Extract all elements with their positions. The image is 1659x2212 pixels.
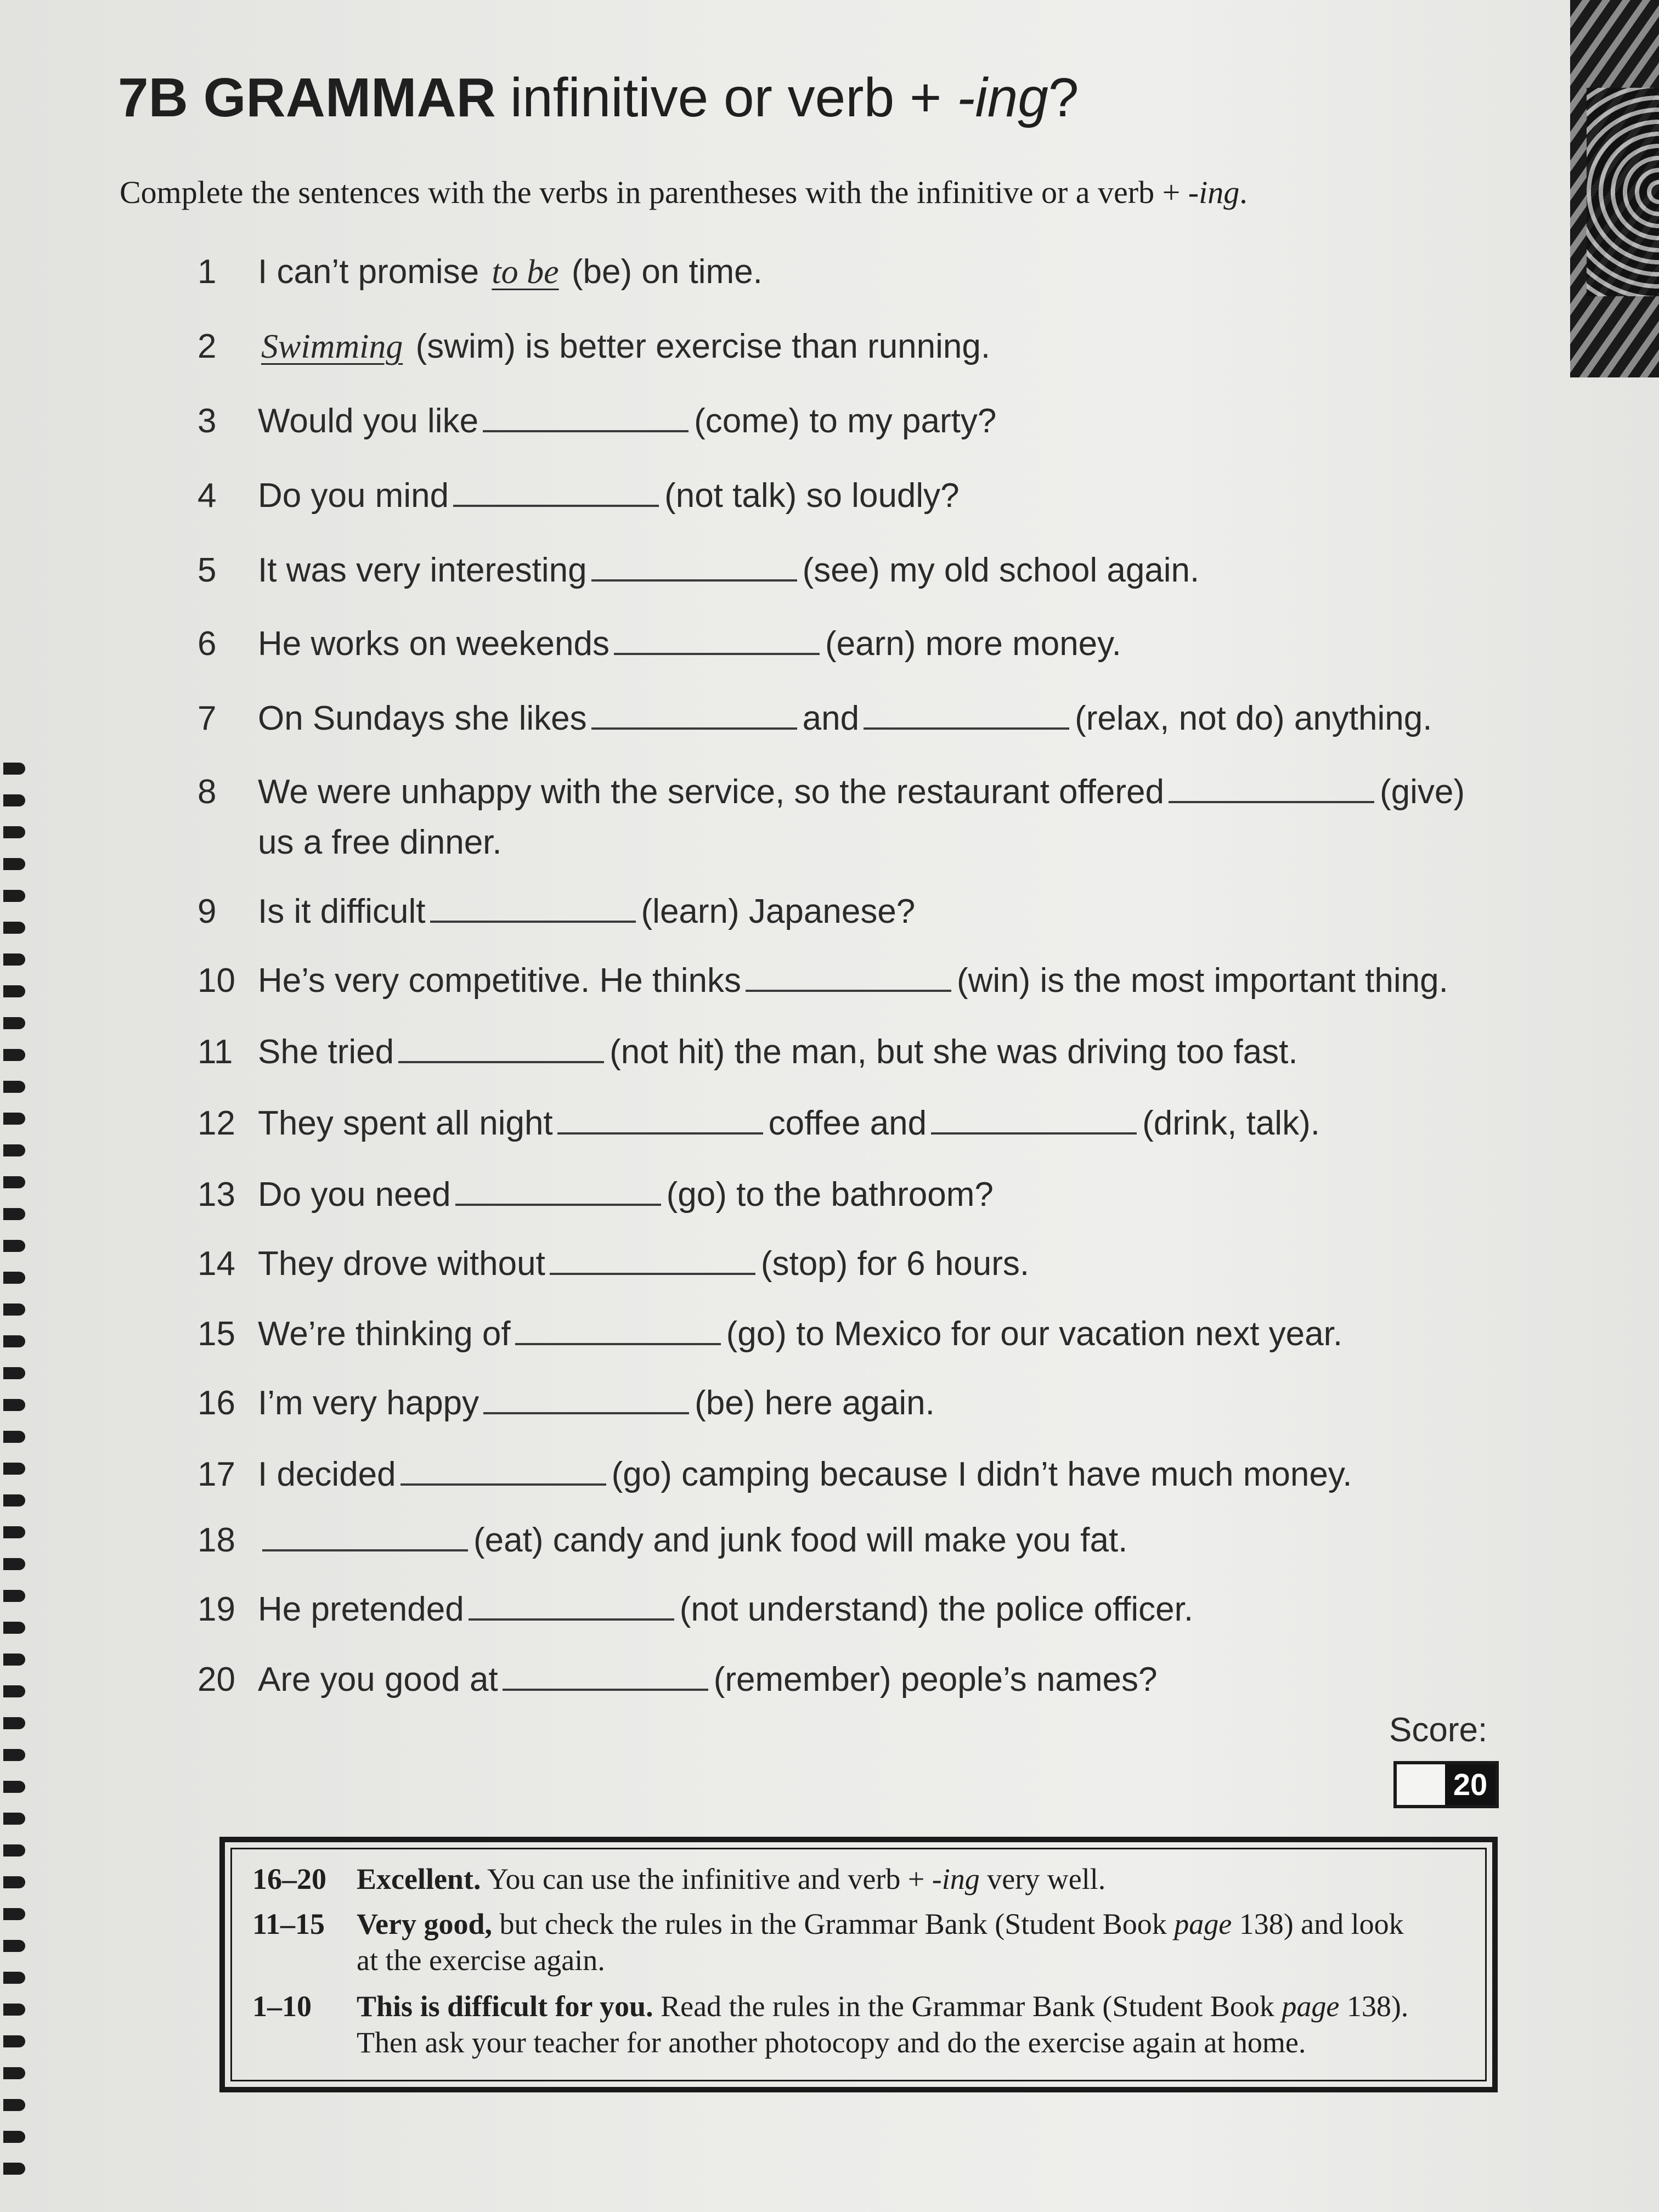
- score-box[interactable]: [1393, 1761, 1499, 1808]
- item-number: 16: [198, 1384, 235, 1422]
- item-text-middle: and: [802, 699, 860, 737]
- item-number: 20: [198, 1661, 235, 1699]
- exercise-item: [198, 320, 1459, 373]
- feedback-text-end: very well.: [979, 1863, 1106, 1895]
- item-text-before: On Sundays she likes: [258, 699, 587, 737]
- answer-blank[interactable]: [550, 1244, 755, 1275]
- exercise-item: [198, 1654, 1459, 1706]
- exercise-item: [198, 1583, 1459, 1636]
- item-text-after: (be) here again.: [695, 1384, 935, 1422]
- answer-blank[interactable]: [931, 1104, 1137, 1135]
- feedback-italic: page: [1282, 1990, 1340, 2023]
- score-feedback: [357, 1988, 1426, 2061]
- feedback-heading: Excellent.: [357, 1863, 481, 1895]
- item-text-before: I’m very happy: [258, 1384, 479, 1422]
- item-text-before: She tried: [258, 1033, 394, 1071]
- score-total: 20: [1445, 1764, 1496, 1805]
- instructions: [120, 173, 1248, 212]
- item-number: 14: [198, 1245, 235, 1283]
- exercise-item: [198, 1514, 1459, 1567]
- answer-blank[interactable]: [400, 1455, 606, 1486]
- item-text-before: They drove without: [258, 1245, 545, 1283]
- item-number: 15: [198, 1315, 235, 1353]
- worksheet-title: [118, 65, 1079, 131]
- item-text-after: (come) to my party?: [694, 402, 997, 440]
- feedback-italic: -ing: [932, 1863, 980, 1895]
- feedback-italic: page: [1174, 1908, 1232, 1940]
- score-feedback: [357, 1861, 1426, 1897]
- item-text-middle: coffee and: [768, 1104, 927, 1142]
- item-number: 1: [198, 253, 217, 291]
- answer-blank[interactable]: [398, 1032, 604, 1063]
- item-number: 2: [198, 328, 217, 365]
- exercise-item: [198, 885, 1459, 938]
- answer-blank[interactable]: [746, 961, 951, 992]
- item-text-before: Do you mind: [258, 477, 449, 515]
- item-text-before: They spent all night: [258, 1104, 553, 1142]
- item-text-after: (win) is the most important thing.: [956, 962, 1448, 1000]
- example-answer: Swimming: [261, 328, 403, 365]
- title-text-end: ?: [1048, 67, 1079, 128]
- item-text-before: He works on weekends: [258, 625, 610, 663]
- item-text-after: (relax, not do) anything.: [1075, 699, 1432, 737]
- example-answer: to be: [492, 253, 559, 291]
- item-text-after: (not talk) so loudly?: [664, 477, 960, 515]
- item-text-after: (stop) for 6 hours.: [760, 1245, 1030, 1283]
- item-text-before: He pretended: [258, 1590, 464, 1628]
- feedback-heading: Very good,: [357, 1908, 493, 1940]
- feedback-text: You can use the infinitive and verb +: [481, 1863, 932, 1895]
- answer-blank[interactable]: [515, 1314, 721, 1345]
- answer-blank[interactable]: [455, 1175, 661, 1206]
- item-text-after: (go) to the bathroom?: [666, 1176, 994, 1214]
- spiral-binding: [0, 763, 44, 2200]
- item-text-before: We were unhappy with the service, so the restaurant offered: [258, 773, 1164, 811]
- item-number: 19: [198, 1590, 235, 1628]
- item-number: 4: [198, 477, 217, 515]
- feedback-text: Read the rules in the Grammar Bank (Student Book: [653, 1990, 1282, 2023]
- exercise-item: [198, 246, 1459, 298]
- exercise-item: [198, 395, 1459, 448]
- score-key-row: [252, 1861, 1426, 1897]
- item-number: 11: [198, 1033, 233, 1071]
- answer-blank[interactable]: [1169, 772, 1374, 803]
- item-text-before: Would you like: [258, 402, 479, 440]
- item-text-before: He’s very competitive. He thinks: [258, 962, 741, 1000]
- answer-blank[interactable]: [483, 402, 689, 432]
- item-text-after: (see) my old school again.: [802, 551, 1200, 589]
- exercise-item: [198, 1026, 1459, 1079]
- item-number: 7: [198, 699, 217, 737]
- exercise-item: [198, 1377, 1459, 1430]
- item-number: 13: [198, 1176, 235, 1214]
- answer-blank[interactable]: [469, 1590, 674, 1621]
- score-label: Score:: [1389, 1711, 1488, 1749]
- score-key-row: [252, 1988, 1426, 2061]
- title-text: infinitive or verb +: [510, 67, 957, 128]
- feedback-heading: This is difficult for you.: [357, 1990, 653, 2023]
- item-number: 18: [198, 1521, 235, 1559]
- item-text-after: (eat) candy and junk food will make you fat.: [473, 1521, 1128, 1559]
- item-number: 12: [198, 1104, 235, 1142]
- unit-code: 7B: [118, 67, 188, 128]
- answer-blank[interactable]: [483, 1384, 689, 1414]
- title-keyword: GRAMMAR: [203, 67, 496, 128]
- item-number: 5: [198, 551, 217, 589]
- item-text-after: (swim) is better exercise than running.: [406, 328, 991, 365]
- item-text-after: (give): [1379, 773, 1465, 811]
- item-number: 9: [198, 893, 217, 930]
- answer-blank[interactable]: [453, 476, 659, 507]
- item-text-before: It was very interesting: [258, 551, 587, 589]
- score-range: 16–20: [252, 1863, 326, 1895]
- answer-blank[interactable]: [503, 1660, 708, 1691]
- exercise-item: [198, 955, 1459, 1007]
- exercise-item: [198, 1169, 1459, 1221]
- answer-blank[interactable]: [262, 1521, 468, 1551]
- exercise-item: [198, 1097, 1459, 1150]
- answer-blank[interactable]: [557, 1104, 763, 1135]
- item-text-before: I can’t promise: [258, 253, 489, 291]
- instructions-end: .: [1239, 174, 1248, 210]
- feedback-text-end: 138) and look at the exercise again.: [357, 1908, 1404, 1977]
- item-number: 10: [198, 962, 235, 1000]
- answer-blank[interactable]: [591, 551, 797, 582]
- item-number: 17: [198, 1455, 235, 1493]
- answer-blank[interactable]: [614, 624, 820, 655]
- score-range: 1–10: [252, 1990, 312, 2023]
- score-range: 11–15: [252, 1908, 325, 1940]
- item-text-after: (not understand) the police officer.: [679, 1590, 1194, 1628]
- score-key-box: [219, 1837, 1498, 2092]
- item-number: 3: [198, 402, 217, 440]
- item-text-after: (be) on time.: [562, 253, 763, 291]
- exercise-item: [198, 1448, 1459, 1501]
- item-text-after: (go) to Mexico for our vacation next year.: [726, 1315, 1343, 1353]
- feedback-text: but check the rules in the Grammar Bank (Student Book: [492, 1908, 1175, 1940]
- answer-blank[interactable]: [864, 699, 1069, 730]
- item-text-before: Is it difficult: [258, 893, 426, 930]
- item-text-before: Are you good at: [258, 1661, 498, 1699]
- title-text-italic: -ing: [957, 67, 1048, 128]
- item-text-after: (not hit) the man, but she was driving too fast.: [610, 1033, 1298, 1071]
- decorative-corner-pattern: [1570, 0, 1659, 377]
- item-text-after: (learn) Japanese?: [641, 893, 916, 930]
- exercise-item: [198, 1308, 1459, 1361]
- instructions-italic: -ing: [1188, 174, 1240, 210]
- answer-blank[interactable]: [430, 892, 636, 923]
- item-text-after: (remember) people’s names?: [713, 1661, 1158, 1699]
- item-number: 6: [198, 625, 217, 663]
- item-continuation: us a free dinner.: [258, 823, 502, 861]
- score-feedback: [357, 1906, 1426, 1978]
- item-text-after: (drink, talk).: [1142, 1104, 1320, 1142]
- exercise-item: [198, 766, 1470, 867]
- exercise-item: [198, 1238, 1459, 1290]
- score-key-row: [252, 1906, 1426, 1978]
- exercise-item: [198, 544, 1459, 597]
- item-text-before: We’re thinking of: [258, 1315, 511, 1353]
- item-text-before: Do you need: [258, 1176, 451, 1214]
- item-text-after: (earn) more money.: [825, 625, 1121, 663]
- exercise-item: [198, 470, 1459, 522]
- answer-blank[interactable]: [591, 699, 797, 730]
- item-number: 8: [198, 773, 217, 811]
- exercise-item: [198, 692, 1459, 745]
- item-text-before: I decided: [258, 1455, 396, 1493]
- exercise-item: [198, 618, 1459, 670]
- item-text-after: (go) camping because I didn’t have much money.: [611, 1455, 1352, 1493]
- feedback-text-end: 138). Then ask your teacher for another photocopy and do the exercise again at home.: [357, 1990, 1409, 2059]
- instructions-text: Complete the sentences with the verbs in parentheses with the infinitive or a verb +: [120, 174, 1188, 210]
